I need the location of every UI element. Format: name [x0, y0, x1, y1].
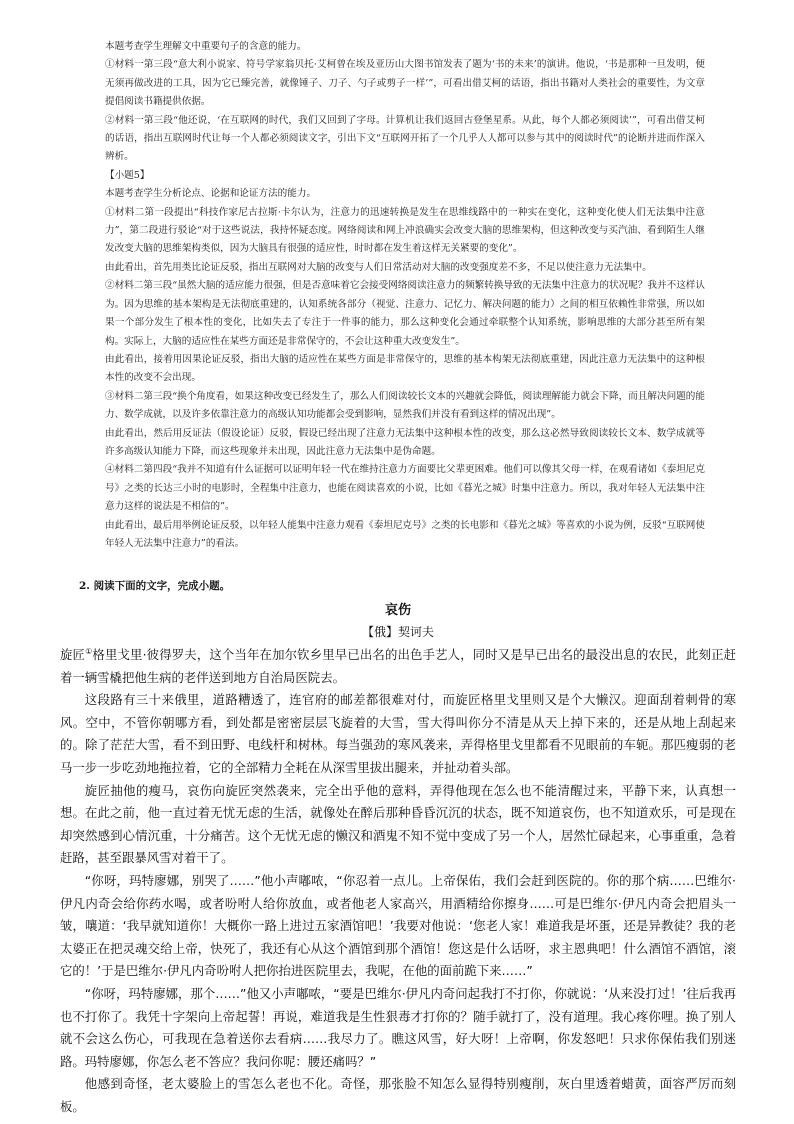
passage-paragraph: “你呀，玛特廖娜，别哭了……”他小声嘟哝，“你忍着一点儿。上帝保佑，我们会赶到医院的。你的那个病……巴维尔·伊凡内奇会给你药水喝，或者吩咐人给你放血，或者他老人家高兴，用酒精给你擦身……可是巴维尔·伊凡内奇会把眉头一皱，嚷道：‘我早就知道你！大概你一路上进过五家酒馆吧！’我要对他说：‘您老人家！难道我是坏蛋，还是异教徒？我的老太婆正在把灵魂交给上帝，快死了，我还有心从这个酒馆到那个酒馆！您这是什么话呀，求主恩典吧！什么酒馆不酒馆，滚它的！’于是巴维尔·伊凡内奇吩咐人把你抬进医院里去，我呢，在他的面前跪下来……”	[60, 872, 736, 979]
passage-paragraph: 旋匠抽他的瘦马，哀伤向旋匠突然袭来，完全出乎他的意料，弄得他现在怎么也不能清醒过来，平静下来，认真想一想。在此之前，他一直过着无忧无虑的生活，就像处在醉后那种昏昏沉沉的状态，既不知道哀伤，也不知道欢乐，可是现在却突然感到心情沉重，十分痛苦。这个无忧无虑的懒汉和酒鬼不知不觉中变成了另一个人，居然忙碌起来，心事重重，急着赶路，甚至跟暴风雪对着干了。	[60, 782, 736, 866]
paragraph-lead: 旋匠	[60, 647, 86, 662]
sub-question-label: 【小题5】	[105, 169, 150, 181]
explanation-line: 由此看出，首先用类比论证反驳，指出互联网对大脑的改变与人们日常活动对大脑的改变强度差不多，不足以使注意力无法集中。	[105, 261, 652, 273]
explanation-line: 由此看出，最后用举例论证反驳，以年轻人能集中注意力观看《泰坦尼克号》之类的长电影和《暮光之城》等喜欢的小说为例，反驳“互联网使年轻人无法集中注意力”的看法。	[105, 519, 705, 549]
explanation-line: ③材料二第三段“换个角度看，如果这种改变已经发生了，那么人们阅读较长文本的兴趣就会降低，阅读理解能力就会下降，而且解决问题的能力、数学成就，以及许多依靠注意力的高级认知功能都会受到影响，显然我们并没有看到这样的情况出现”。	[105, 390, 705, 421]
explanation-line: ①材料一第三段“意大利小说家、符号学家翁贝托·艾柯曾在埃及亚历山大图书馆发表了题为‘书的未来’的演讲。他说，‘书是那种一旦发明，便无须再做改进的工具，因为它已臻完善，就像锤子、刀子、勺子或剪子一样’”，可看出借艾柯的话语，指出书籍对人类社会的重要性，为文章提倡阅读书籍提供依据。	[105, 59, 705, 108]
footnote-marker: ①	[85, 646, 93, 656]
reading-passage	[60, 600, 736, 1118]
paragraph-text: 格里戈里·彼得罗夫，这个当年在加尔钦乡里早已出名的出色手艺人，同时又是早已出名的最没出息的农民，此刻正赶着一辆雪橇把他生病的老伴送到地方自治局医院去。	[60, 647, 736, 685]
explanation-line: ①材料二第一段提出“科技作家尼古拉斯·卡尔认为，注意力的迅速转换是发生在思维线路中的一种实在变化，这种变化使人们无法集中注意力”，第二段进行驳论“对于这些说法，我持怀疑态度。网络阅读和网上冲浪确实会改变大脑的思维架构，但这种改变与买汽油、看到陌生人继发改变大脑的思维架构类似，因为大脑具有很强的适应性，时时都在发生着这样无关紧要的变化”。	[105, 206, 705, 255]
passage-paragraph: 他感到奇怪，老太婆脸上的雪怎么老也不化。奇怪，那张脸不知怎么显得特别瘦削，灰白里透着蜡黄，面容严厉而刻板。	[60, 1076, 736, 1114]
explanation-line: 由此看出，接着用因果论证反驳，指出大脑的适应性在某些方面是非常保守的，思维的基本构架无法彻底重建，因此注意力无法集中的这种根本性的改变不会出现。	[105, 353, 705, 384]
explanation-line: ②材料二第三段“虽然大脑的适应能力很强，但是否意味着它会接受网络阅读注意力的频繁转换导致的无法集中注意力的状况呢？我并不这样认为。因为思维的基本架构是无法彻底重建的，认知系统各部分（视觉、注意力、记忆力、解决问题的能力）之间的相互依赖性非常强，所以如果一个部分发生了根本性的变化，比如失去了专注于一件事的能力，那么这种变化会通过牵联整个认知系统，影响思维的大部分甚至所有架构。实际上，大脑的适应性在某些方面还是非常保守的，不会让这种重大改变发生”。	[105, 280, 705, 347]
passage-paragraph: 这段路有三十来俄里，道路糟透了，连官府的邮差都很难对付，而旋匠格里戈里则又是个大懒汉。迎面刮着刺骨的寒风。空中，不管你朝哪方看，到处都是密密层层飞旋着的大雪，雪大得叫你分不清是从天上掉下来的，还是从地上刮起来的。除了茫茫大雪，看不到田野、电线杆和树林。每当强劲的寒风袭来，弄得格里戈里都看不见眼前的车轭。那匹瘦弱的老马一步一步吃劲地拖拉着，它的全部精力全耗在从深雪里拔出腿来，并扯动着头部。	[60, 692, 736, 775]
answer-explanation	[105, 38, 705, 553]
explanation-line: ②材料一第三段“他还说，‘在互联网的时代，我们又回到了字母。计算机让我们返回古登堡星系。从此，每个人都必须阅读’”，可看出借艾柯的话语，指出互联网时代让每一个人都必须阅读文字，引出下文“互联网开拓了一个几乎人人都可以参与其中的阅读时代”的论断并进而作深入辨析。	[105, 114, 705, 163]
explanation-line: 本题考查学生理解文中重要句子的含意的能力。	[105, 41, 307, 52]
explanation-line: ④材料二第四段“我并不知道有什么证据可以证明年轻一代在维持注意力方面要比父辈更困难。他们可以像其父母一样，在观看诸如《泰坦尼克号》之类的长达三小时的电影时，全程集中注意力，也能在阅读喜欢的小说，比如《暮光之城》时集中注意力。所以，我对年轻人无法集中注意力这样的说法是不相信的”。	[105, 464, 705, 513]
passage-paragraph	[60, 644, 736, 689]
passage-title: 哀伤	[384, 603, 411, 618]
question-heading: 2. 阅读下面的文字，完成小题。	[79, 580, 231, 592]
explanation-line: 本题考查学生分析论点、论据和论证方法的能力。	[105, 188, 317, 200]
passage-author: 【俄】契诃夫	[361, 625, 434, 639]
explanation-line: 由此看出，然后用反证法（假设论证）反驳，假设已经出现了注意力无法集中这种根本性的改变，那么这必然导致阅读较长文本、数学成就等许多高级认知能力下降，而这些现象并未出现，因此注意力无法集中是伪命题。	[105, 427, 705, 457]
passage-paragraph: “你呀，玛特廖娜，那个……”他又小声嘟哝，“要是巴维尔·伊凡内奇问起我打不打你，你就说：‘从来没打过！’往后我再也不打你了。我凭十字架向上帝起誓！再说，难道我是生性狠毒才打你的？随手就打了，没有道理。我心疼你哩。换了别人就不会这么伤心，可我现在急着送你去看病……我尽力了。瞧这风雪，好大呀！上帝啊，你发怒吧！只求你保佑我们别迷路。玛特廖娜，你怎么老不答应？我问你呢：腰还痛吗？”	[60, 985, 736, 1069]
